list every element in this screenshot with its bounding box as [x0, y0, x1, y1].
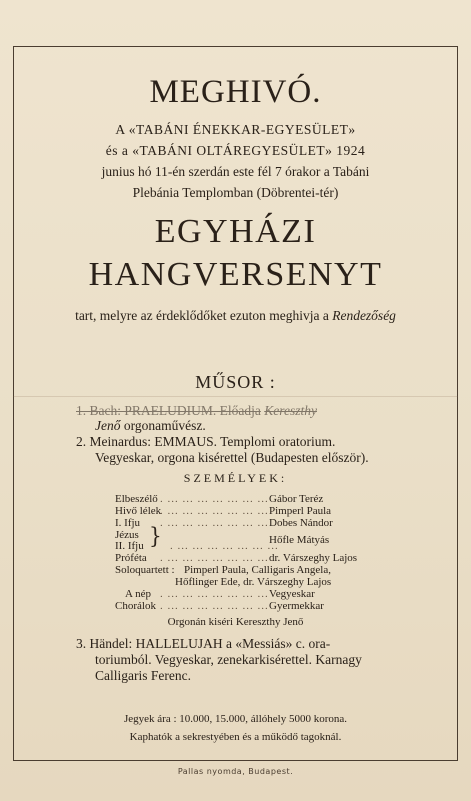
- cast-role: Próféta: [115, 552, 147, 564]
- soloquartet-names-2: Hőflinger Ede, dr. Várszeghy Lajos: [175, 576, 332, 588]
- program-item-1-line-2: [95, 418, 206, 434]
- program-item-1-firstname: Jenő: [95, 418, 121, 433]
- dot-leader: . ... ... ... ... ... ... ...: [160, 505, 269, 517]
- headline-hangversenyt: HANGVERSENYT: [88, 256, 383, 293]
- cast-role: Jézus: [115, 529, 139, 541]
- cast-role: II. Ifju: [115, 540, 144, 552]
- cast-name: Vegyeskar: [269, 588, 315, 600]
- invite-text: tart, melyre az érdeklődőket ezuton meghivja a: [75, 308, 329, 323]
- organ-note: Orgonán kiséri Kereszthy Jenő: [167, 616, 304, 628]
- cast-heading: SZEMÉLYEK:: [183, 471, 288, 485]
- intro-line-3: junius hó 11-én szerdán este fél 7 órakor a Tabáni: [101, 164, 370, 179]
- fold-crease: [13, 396, 458, 397]
- cast-role: Soloquartett :: [115, 564, 175, 576]
- dot-leader: . ... ... ... ... ... ... ...: [170, 540, 279, 552]
- cast-name: Gyermekkar: [269, 600, 324, 612]
- ticket-availability: Kaphatók a sekrestyében és a működő tagoknál.: [129, 731, 342, 743]
- cast-name: Dobes Nándor: [269, 517, 333, 529]
- headline-egyhazi: EGYHÁZI: [154, 213, 317, 250]
- cast-row: [0, 600, 471, 612]
- program-item-3-line-3: Calligaris Ferenc.: [95, 668, 191, 683]
- page-title: MEGHIVÓ.: [149, 74, 322, 110]
- soloquartet-names-1: Pimperl Paula, Calligaris Angela,: [184, 564, 331, 576]
- cast-role: A nép: [125, 588, 151, 600]
- cast-row: [0, 517, 471, 529]
- intro-line-1: A «TABÁNI ÉNEKKAR-EGYESÜLET»: [115, 122, 356, 137]
- program-item-2-line-1: 2. Meinardus: EMMAUS. Templomi oratorium.: [76, 434, 336, 449]
- cast-role: Chorálok: [115, 600, 156, 612]
- printer-credit: Pallas nyomda, Budapest.: [177, 767, 294, 776]
- cast-row: [0, 552, 471, 564]
- program-item-2-line-2: Vegyeskar, orgona kisérettel (Budapesten először).: [95, 450, 369, 465]
- cast-role: Hivő lélek: [115, 505, 162, 517]
- program-item-3-line-1: 3. Händel: HALLELUJAH a «Messiás» c. ora-: [76, 636, 331, 651]
- cast-name: Pimperl Paula: [269, 505, 332, 517]
- cast-name: Hőfle Mátyás: [269, 534, 330, 546]
- dot-leader: . ... ... ... ... ... ... ...: [160, 588, 269, 600]
- program-item-1-performer: Kereszthy: [264, 403, 317, 418]
- dot-leader: . ... ... ... ... ... ... ...: [160, 552, 269, 564]
- program-item-3-line-2: toriumból. Vegyeskar, zenekarkisérettel. Karnagy: [95, 652, 362, 667]
- program-item-1-role: orgonaművész.: [123, 418, 206, 433]
- brace-mark: }: [149, 522, 162, 550]
- ticket-prices: Jegyek ára : 10.000, 15.000, állóhely 5000 korona.: [123, 713, 347, 725]
- cast-row: [0, 588, 471, 600]
- intro-line-4: Plebánia Templomban (Döbrentei-tér): [132, 185, 339, 200]
- intro-line-2: és a «TABÁNI OLTÁREGYESÜLET» 1924: [105, 143, 366, 158]
- dot-leader: . ... ... ... ... ... ... ...: [160, 600, 269, 612]
- cast-row-soloquartet-2: [0, 576, 471, 588]
- program-heading: MŰSOR :: [195, 372, 276, 392]
- cast-row: [0, 493, 471, 505]
- cast-name: dr. Várszeghy Lajos: [269, 552, 358, 564]
- dot-leader: . ... ... ... ... ... ... ...: [160, 517, 269, 529]
- program-item-1-text: 1. Bach: PRAELUDIUM. Előadja: [76, 403, 261, 418]
- cast-row: [0, 505, 471, 517]
- cast-role: I. Ifju: [115, 517, 141, 529]
- invite-line: [0, 308, 471, 324]
- program-item-1-line-1: [76, 403, 317, 419]
- dot-leader: . ... ... ... ... ... ... ...: [160, 493, 269, 505]
- cast-row-soloquartet: [0, 564, 471, 576]
- invite-organizer: Rendezőség: [332, 308, 396, 323]
- cast-role: Elbeszélő: [115, 493, 158, 505]
- cast-name: Gábor Teréz: [269, 493, 324, 505]
